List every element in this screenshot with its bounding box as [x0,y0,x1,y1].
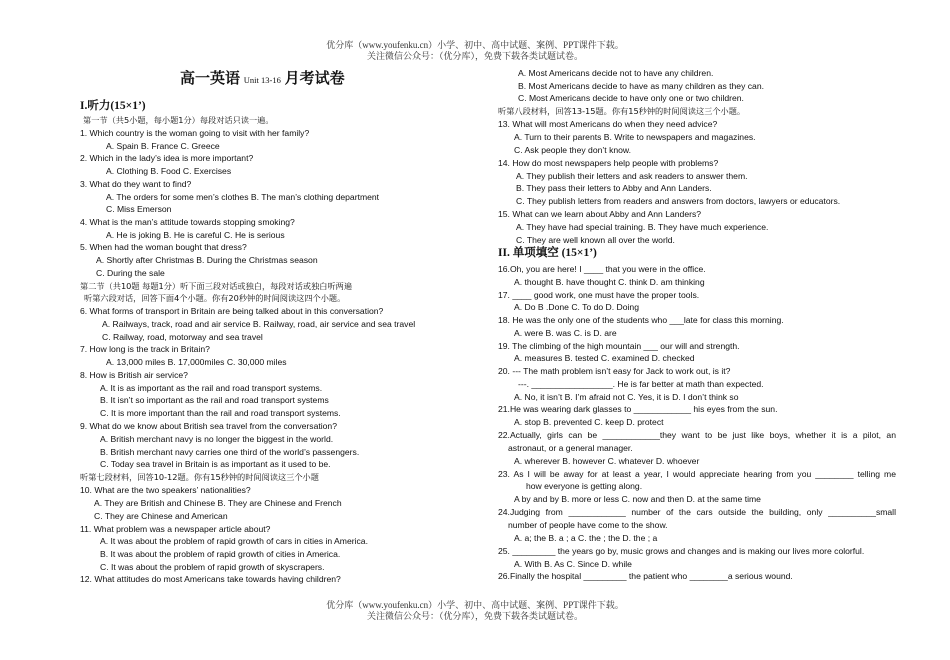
right-line: A. Turn to their parents B. Write to newspapers and magazines. [514,132,756,142]
right-line: A by and by B. more or less C. now and then D. at the same time [514,494,761,504]
left-line: 听第七段材料，回答10-12题。你有15秒钟的时间阅读这三个小题 [80,472,319,482]
left-line: 7. How long is the track in Britain? [80,344,210,354]
left-line: 10. What are the two speakers’ nationalities? [80,485,251,495]
right-line: 15. What can we learn about Abby and Ann Landers? [498,209,702,219]
footer-line-1: 优分库（www.youfenku.cn）小学、初中、高中试题、案例、PPT课件下载。 [326,600,624,610]
right-line: 听第八段材料，回答13-15题。你有15秒钟的时间阅读这三个小题。 [498,106,746,116]
left-line: 1. Which country is the woman going to visit with her family? [80,128,310,138]
right-line: ---. _________________. He is far better at math than expected. [518,379,764,389]
left-line: 6. What forms of transport in Britain are being talked about in this conversation? [80,306,384,316]
title-part-2: 月考试卷 [284,71,345,87]
left-line: 第一节（共5小题，每小题1分）每段对话只读一遍。 [83,115,274,125]
left-line: 3. What do they want to find? [80,179,192,189]
right-line: A. were B. was C. is D. are [514,328,617,338]
right-line: A. They publish their letters and ask readers to answer them. [516,171,748,181]
right-line: C. Most Americans decide to have only one or two children. [518,93,744,103]
left-line: C. It was about the problem of rapid growth of skyscrapers. [100,562,325,572]
left-line: A. They are British and Chinese B. They are Chinese and French [94,498,342,508]
right-line: 21.He was wearing dark glasses to ____________ his eyes from the sun. [498,404,778,414]
right-line: A. stop B. prevented C. keep D. protect [514,417,664,427]
right-line: 20. --- The math problem isn’t easy for Jack to work out, is it? [498,366,731,376]
right-line: 26.Finally the hospital _________ the patient who ________a serious wound. [498,571,793,581]
left-line: 8. How is British air service? [80,370,188,380]
left-line: 9. What do we know about British sea travel from the conversation? [80,421,337,431]
left-line: 12. What attitudes do most Americans take towards having children? [80,574,341,584]
left-line: A. The orders for some men’s clothes B. The man’s clothing department [106,192,380,202]
right-line: 17. ____ good work, one must have the proper tools. [498,290,700,300]
left-line: A. It was about the problem of rapid growth of cars in cities in America. [100,536,368,546]
right-line: A. No, it isn’t B. I’m afraid not C. Yes, it is D. I don’t think so [514,392,739,402]
right-line: C. They publish letters from readers and answers from doctors, lawyers or educators. [516,196,841,206]
left-line: A. Clothing B. Food C. Exercises [106,166,232,176]
left-line: A. 13,000 miles B. 17,000miles C. 30,000 miles [106,357,287,367]
right-line: A. wherever B. however C. whatever D. whoever [514,456,700,466]
right-line: 18. He was the only one of the students who ___late for class this morning. [498,315,784,325]
left-line: 第二节（共10题 每题1分）听下面三段对话或独白，每段对话或独白听两遍 [80,281,353,291]
right-line: A. Most Americans decide not to have any children. [518,68,714,78]
left-line: A. British merchant navy is no longer the biggest in the world. [100,434,334,444]
section-heading: II. 单项填空 (15×1’) [498,247,597,259]
left-line: A. It is as important as the rail and road transport systems. [100,383,323,393]
page-footer [0,600,950,622]
left-line: 4. What is the man’s attitude towards stopping smoking? [80,217,295,227]
left-line: C. It is more important than the rail and road transport systems. [100,408,341,418]
footer-line-2: 关注微信公众号：（优分库），免费下载各类试题试卷。 [366,611,583,621]
right-line: 23. As I will be away for at least a year, I would appreciate hearing from you ________ telling me [498,469,896,479]
left-line: A. Railways, track, road and air service B. Railway, road, air service and sea travel [102,319,416,329]
page-header [0,40,950,62]
left-line: A. He is joking B. He is careful C. He is serious [106,230,285,240]
right-line: A. With B. As C. Since D. while [514,559,632,569]
right-line: C. Ask people they don’t know. [514,145,632,155]
left-line: 5. When had the woman bought that dress? [80,242,247,252]
header-line-2: 关注微信公众号：（优分库），免费下载各类试题试卷。 [366,51,583,61]
left-line: A. Shortly after Christmas B. During the Christmas season [96,255,318,265]
right-line: 22.Actually, girls can be ____________they want to be just like boys, whether it is a pilot, an [498,430,896,440]
left-line: A. Spain B. France C. Greece [106,141,220,151]
right-line: A. They have had special training. B. They have much experience. [516,222,769,232]
left-line: 听第六段对话，回答下面4个小题。你有20秒钟的时间阅读这四个小题。 [84,293,346,303]
left-line: B. British merchant navy carries one third of the world’s passengers. [100,447,360,457]
left-line: C. Today sea travel in Britain is as important as it used to be. [100,459,331,469]
right-line: A. measures B. tested C. examined D. checked [514,353,695,363]
right-line: astronaut, or a general manager. [508,443,633,453]
left-line: 2. Which in the lady’s idea is more important? [80,153,254,163]
right-line: 16.Oh, you are here! I ____ that you were in the office. [498,264,706,274]
right-line: 14. How do most newspapers help people with problems? [498,158,719,168]
right-line: 13. What will most Americans do when they need advice? [498,119,718,129]
right-line: B. They pass their letters to Abby and Ann Landers. [516,183,712,193]
left-line: C. During the sale [96,268,165,278]
right-line: B. Most Americans decide to have as many children as they can. [518,81,764,91]
left-line: C. Miss Emerson [106,204,172,214]
right-line: 25. _________ the years go by, music grows and changes and is making our lives more colorful. [498,546,865,556]
left-line: B. It was about the problem of rapid growth of cities in America. [100,549,341,559]
left-line: B. It isn’t so important as the rail and road transport systems [100,395,329,405]
right-line: C. They are well known all over the world. [516,235,675,245]
right-line: 19. The climbing of the high mountain ___ our will and strength. [498,341,740,351]
page-title [180,67,345,88]
right-line: A. Do B .Done C. To do D. Doing [514,302,639,312]
right-line: A. thought B. have thought C. think D. am thinking [514,277,705,287]
left-line: C. Railway, road, motorway and sea travel [102,332,263,342]
right-line: how everyone is getting along. [526,481,643,491]
header-line-1: 优分库（www.youfenku.cn）小学、初中、高中试题、案例、PPT课件下载。 [326,40,624,50]
section-heading: I.听力(15×1’) [80,100,146,112]
left-line: 11. What problem was a newspaper article about? [80,524,271,534]
title-part-1: 高一英语 [180,71,241,87]
right-line: number of people have come to the show. [508,520,668,530]
title-unit: Unit 13-16 [243,75,281,85]
right-line: 24.Judging from ____________ number of the cars outside the building, only __________small [498,507,896,517]
left-line: C. They are Chinese and American [94,511,228,521]
right-line: A. a; the B. a ; a C. the ; the D. the ; a [514,533,658,543]
